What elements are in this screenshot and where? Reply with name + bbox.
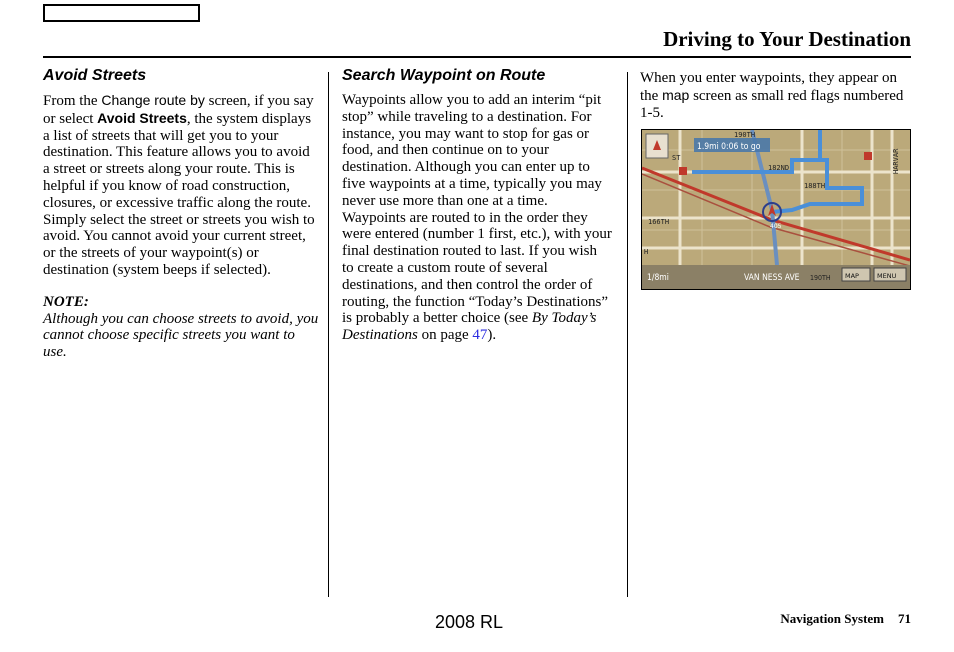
header-tab-box: [43, 4, 200, 22]
map-label-st: ST: [672, 154, 681, 162]
page-link-47[interactable]: 47: [472, 327, 488, 344]
map-label-h: H: [644, 248, 649, 256]
footer-model: 2008 RL: [435, 612, 504, 632]
column-divider-2: [627, 72, 628, 597]
map-cross-street: 190TH: [810, 274, 831, 282]
body-text: When you enter waypoints, they appear on the: [640, 70, 897, 104]
map-button-label: MAP: [845, 272, 859, 280]
map-label-188th: 188TH: [804, 182, 826, 190]
body-text: ).: [487, 327, 497, 344]
column-divider-1: [328, 72, 329, 597]
page-title: Driving to Your Destination: [663, 27, 911, 51]
section-heading-avoid-streets: Avoid Streets: [43, 67, 147, 84]
section-heading-search-waypoint: Search Waypoint on Route: [342, 67, 546, 84]
note-text: Although you can choose streets to avoid, you cannot choose specific streets you want to use.: [43, 310, 319, 361]
map-label-405: 405: [770, 223, 782, 230]
footer-section: [780, 611, 911, 627]
body-text: , the system displays a list of streets that will get you to your destination. This feature allows you to avoid a street or streets along your route. This is helpful if you know of road construction, closures, or excessive traffic along the route. Simply select the street or streets you wish to avoid. You cannot avoid your current street, or the streets of your waypoint(s) or destination (system beeps if selected).: [43, 110, 315, 278]
map-label-166th: 166TH: [648, 218, 670, 226]
header-rule: [43, 56, 911, 58]
map-scale-label: 1/8mi: [647, 273, 669, 283]
map-label-190th: 190TH: [734, 131, 756, 139]
map-route-banner: 1.9mi 0:06 to go: [697, 142, 761, 152]
waypoint-map-caption: [640, 70, 912, 121]
avoid-streets-body: [43, 92, 319, 279]
search-waypoint-body: [342, 92, 612, 344]
map-graphic: [642, 130, 910, 289]
ui-term-change-route-by: Change route by: [101, 92, 205, 108]
ui-term-map: map: [662, 86, 690, 103]
ui-term-avoid-streets: Avoid Streets: [97, 109, 187, 126]
body-text: screen, if you say or select: [43, 93, 314, 127]
map-label-182nd: 182ND: [768, 164, 790, 172]
navigation-map-screenshot: [641, 129, 911, 290]
cross-reference: By Today’s Destinations: [342, 310, 597, 344]
column-avoid-streets: [43, 66, 319, 361]
page-number: 71: [898, 611, 911, 626]
body-text: on page: [417, 327, 473, 344]
body-text: screen as small red flags numbered 1-5.: [640, 87, 904, 121]
map-label-harvard: HARVAR: [892, 148, 900, 174]
body-text: From the: [43, 93, 102, 109]
menu-button-label: MENU: [877, 272, 897, 280]
note-heading: NOTE:: [43, 293, 89, 310]
body-text: Waypoints allow you to add an interim “pit stop” while traveling to a destination. For instance, you may want to stop for gas or food, and then continue on to your destination. Although you can enter up to five waypoints at a time, typically you may never use more than one at a time. Waypoints are routed to in the order they were entered (number 1 first, etc.), with your final destination routed to last. If you wish to create a custom route of several destinations, and then control the order of routing, the function “Today’s Destinations” is probably a better choice (see: [342, 92, 612, 327]
map-current-street: VAN NESS AVE: [744, 273, 800, 283]
column-waypoint-map: [640, 70, 912, 121]
column-search-waypoint: [342, 66, 612, 344]
footer-section-name: Navigation System: [780, 611, 884, 626]
